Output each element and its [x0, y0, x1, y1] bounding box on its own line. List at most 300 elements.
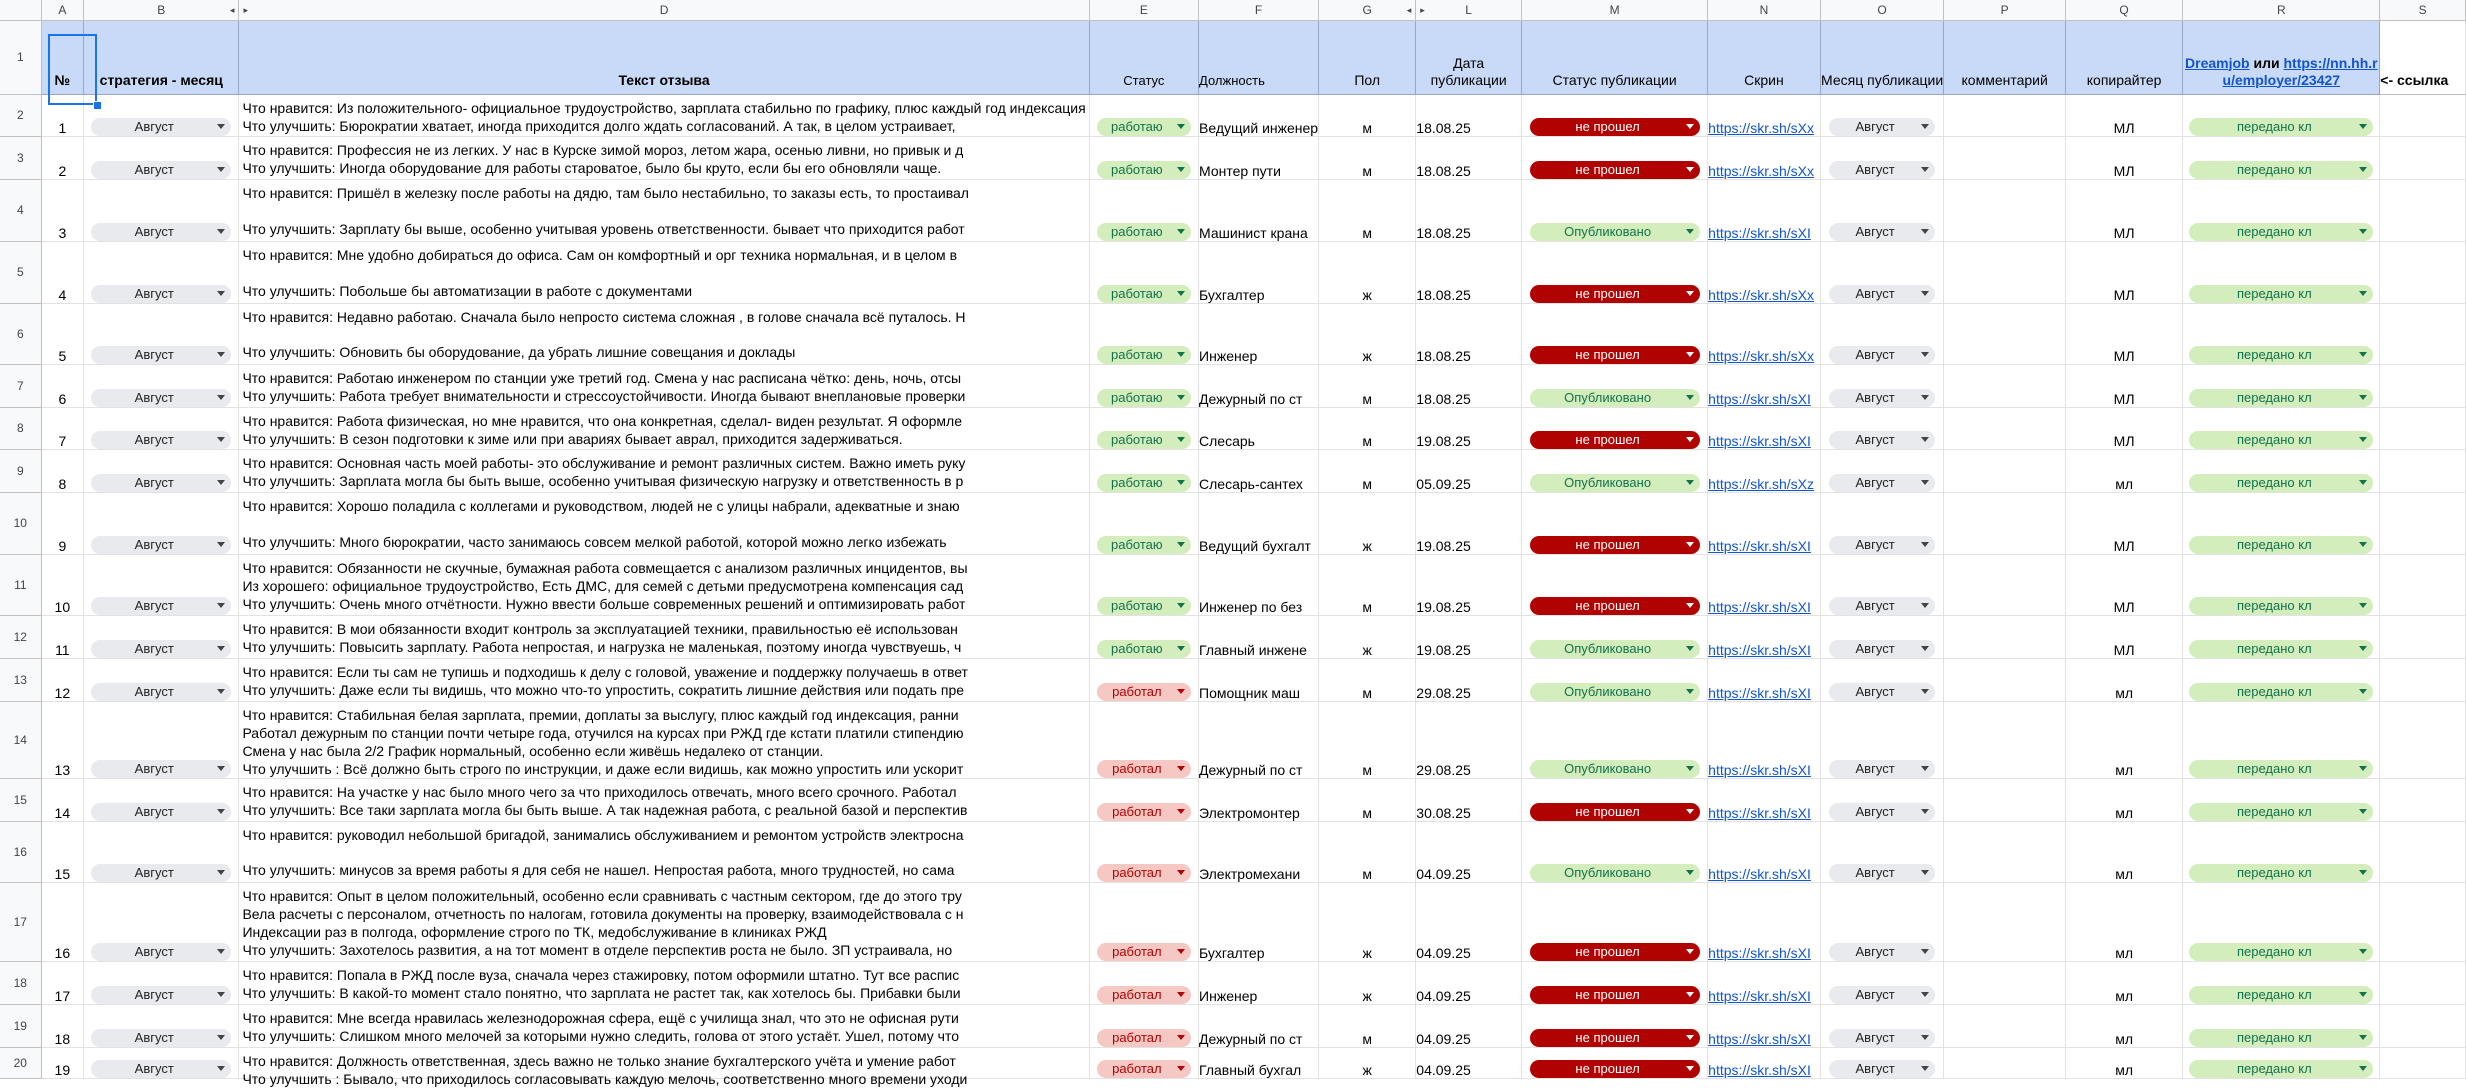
- cell-comment[interactable]: [1944, 882, 2065, 961]
- month-dropdown[interactable]: [1829, 431, 1935, 449]
- cell-gender[interactable]: м: [1319, 554, 1416, 615]
- cell-copywriter[interactable]: мл: [2065, 821, 2182, 882]
- handover-dropdown[interactable]: [2189, 223, 2373, 241]
- cell-strategy[interactable]: [84, 364, 239, 407]
- month-dropdown[interactable]: [1829, 597, 1935, 615]
- cell-status[interactable]: [1089, 179, 1198, 241]
- cell-position[interactable]: Помощник маш: [1199, 658, 1319, 701]
- cell-publish-month[interactable]: [1820, 407, 1944, 449]
- publish-status-dropdown[interactable]: [1530, 943, 1700, 961]
- cell-comment[interactable]: [1944, 407, 2065, 449]
- cell-status[interactable]: [1089, 364, 1198, 407]
- cell-handover[interactable]: [2183, 778, 2380, 821]
- cell-gender[interactable]: м: [1319, 449, 1416, 492]
- cell-copywriter[interactable]: мл: [2065, 961, 2182, 1004]
- header-number[interactable]: №: [41, 20, 83, 94]
- cell-publish-status[interactable]: [1522, 492, 1708, 554]
- row-header[interactable]: 8: [0, 407, 41, 449]
- publish-status-dropdown[interactable]: [1530, 683, 1700, 701]
- month-dropdown[interactable]: [1829, 760, 1935, 778]
- cell-handover[interactable]: [2183, 179, 2380, 241]
- cell-number[interactable]: 8: [41, 449, 83, 492]
- cell-copywriter[interactable]: МЛ: [2065, 554, 2182, 615]
- cell-empty[interactable]: [2380, 658, 2466, 701]
- cell-empty[interactable]: [2380, 701, 2466, 778]
- cell-comment[interactable]: [1944, 701, 2065, 778]
- column-header-a[interactable]: A: [41, 0, 83, 20]
- cell-publish-status[interactable]: [1522, 961, 1708, 1004]
- select-all-corner[interactable]: [0, 0, 41, 20]
- strategy-dropdown[interactable]: [91, 474, 231, 492]
- strategy-dropdown[interactable]: [91, 536, 231, 554]
- handover-dropdown[interactable]: [2189, 389, 2373, 407]
- cell-publish-date[interactable]: 04.09.25: [1416, 1004, 1522, 1047]
- cell-publish-date[interactable]: 04.09.25: [1416, 821, 1522, 882]
- strategy-dropdown[interactable]: [91, 864, 231, 882]
- cell-review-text[interactable]: [239, 961, 1089, 1004]
- row-header[interactable]: 5: [0, 241, 41, 303]
- cell-strategy[interactable]: [84, 882, 239, 961]
- cell-handover[interactable]: [2183, 961, 2380, 1004]
- status-dropdown[interactable]: [1097, 864, 1191, 882]
- cell-copywriter[interactable]: МЛ: [2065, 241, 2182, 303]
- status-dropdown[interactable]: [1097, 683, 1191, 701]
- month-dropdown[interactable]: [1829, 683, 1935, 701]
- cell-strategy[interactable]: [84, 961, 239, 1004]
- cell-status[interactable]: [1089, 94, 1198, 136]
- cell-position[interactable]: Главный инжене: [1199, 615, 1319, 658]
- hidden-columns-right-icon[interactable]: ▸: [243, 5, 248, 15]
- status-dropdown[interactable]: [1097, 118, 1191, 136]
- cell-empty[interactable]: [2380, 449, 2466, 492]
- cell-gender[interactable]: м: [1319, 658, 1416, 701]
- cell-gender[interactable]: ж: [1319, 303, 1416, 364]
- cell-copywriter[interactable]: МЛ: [2065, 615, 2182, 658]
- cell-strategy[interactable]: [84, 554, 239, 615]
- cell-gender[interactable]: м: [1319, 407, 1416, 449]
- publish-status-dropdown[interactable]: [1530, 389, 1700, 407]
- cell-comment[interactable]: [1944, 778, 2065, 821]
- cell-gender[interactable]: м: [1319, 364, 1416, 407]
- cell-copywriter[interactable]: мл: [2065, 882, 2182, 961]
- month-dropdown[interactable]: [1829, 864, 1935, 882]
- handover-dropdown[interactable]: [2189, 474, 2373, 492]
- strategy-dropdown[interactable]: [91, 118, 231, 136]
- cell-screenshot-link[interactable]: https://skr.sh/sXI: [1708, 492, 1821, 554]
- cell-number[interactable]: 18: [41, 1004, 83, 1047]
- cell-review-text[interactable]: [239, 492, 1089, 554]
- row-header[interactable]: 17: [0, 882, 41, 961]
- cell-handover[interactable]: [2183, 136, 2380, 179]
- cell-publish-date[interactable]: 04.09.25: [1416, 1047, 1522, 1078]
- cell-strategy[interactable]: [84, 241, 239, 303]
- cell-copywriter[interactable]: мл: [2065, 778, 2182, 821]
- cell-review-text[interactable]: [239, 449, 1089, 492]
- header-status[interactable]: Статус: [1089, 20, 1198, 94]
- handover-dropdown[interactable]: [2189, 683, 2373, 701]
- cell-handover[interactable]: [2183, 658, 2380, 701]
- cell-position[interactable]: Электромехани: [1199, 821, 1319, 882]
- row-header[interactable]: 6: [0, 303, 41, 364]
- status-dropdown[interactable]: [1097, 536, 1191, 554]
- month-dropdown[interactable]: [1829, 986, 1935, 1004]
- cell-publish-month[interactable]: [1820, 658, 1944, 701]
- cell-gender[interactable]: ж: [1319, 1047, 1416, 1078]
- cell-strategy[interactable]: [84, 407, 239, 449]
- row-header[interactable]: 4: [0, 179, 41, 241]
- strategy-dropdown[interactable]: [91, 389, 231, 407]
- publish-status-dropdown[interactable]: [1530, 864, 1700, 882]
- month-dropdown[interactable]: [1829, 536, 1935, 554]
- row-header[interactable]: 16: [0, 821, 41, 882]
- column-header-n[interactable]: N: [1708, 0, 1821, 20]
- status-dropdown[interactable]: [1097, 1060, 1191, 1078]
- row-header[interactable]: 3: [0, 136, 41, 179]
- cell-review-text[interactable]: [239, 241, 1089, 303]
- dreamjob-link[interactable]: Dreamjob: [2185, 54, 2250, 71]
- cell-strategy[interactable]: [84, 701, 239, 778]
- cell-strategy[interactable]: [84, 179, 239, 241]
- cell-publish-date[interactable]: 19.08.25: [1416, 407, 1522, 449]
- cell-publish-date[interactable]: 18.08.25: [1416, 94, 1522, 136]
- row-header[interactable]: 20: [0, 1047, 41, 1078]
- cell-handover[interactable]: [2183, 241, 2380, 303]
- publish-status-dropdown[interactable]: [1530, 803, 1700, 821]
- status-dropdown[interactable]: [1097, 389, 1191, 407]
- cell-status[interactable]: [1089, 882, 1198, 961]
- cell-comment[interactable]: [1944, 364, 2065, 407]
- cell-gender[interactable]: ж: [1319, 882, 1416, 961]
- cell-position[interactable]: Бухгалтер: [1199, 882, 1319, 961]
- cell-copywriter[interactable]: МЛ: [2065, 364, 2182, 407]
- cell-comment[interactable]: [1944, 449, 2065, 492]
- month-dropdown[interactable]: [1829, 943, 1935, 961]
- cell-screenshot-link[interactable]: https://skr.sh/sXx: [1708, 303, 1821, 364]
- status-dropdown[interactable]: [1097, 597, 1191, 615]
- cell-publish-status[interactable]: [1522, 241, 1708, 303]
- cell-status[interactable]: [1089, 701, 1198, 778]
- strategy-dropdown[interactable]: [91, 1060, 231, 1078]
- handover-dropdown[interactable]: [2189, 640, 2373, 658]
- strategy-dropdown[interactable]: [91, 943, 231, 961]
- row-header[interactable]: 2: [0, 94, 41, 136]
- cell-screenshot-link[interactable]: https://skr.sh/sXI: [1708, 1047, 1821, 1078]
- header-strategy[interactable]: стратегия - месяц: [84, 20, 239, 94]
- cell-publish-date[interactable]: 29.08.25: [1416, 658, 1522, 701]
- cell-publish-month[interactable]: [1820, 364, 1944, 407]
- cell-handover[interactable]: [2183, 1047, 2380, 1078]
- column-header-b[interactable]: [84, 0, 239, 20]
- cell-copywriter[interactable]: МЛ: [2065, 136, 2182, 179]
- cell-number[interactable]: 12: [41, 658, 83, 701]
- month-dropdown[interactable]: [1829, 1060, 1935, 1078]
- month-dropdown[interactable]: [1829, 118, 1935, 136]
- hh-employer-link[interactable]: https://nn.hh.ru/employer/23427: [2222, 54, 2378, 88]
- cell-handover[interactable]: [2183, 701, 2380, 778]
- cell-publish-date[interactable]: 18.08.25: [1416, 303, 1522, 364]
- column-header-m[interactable]: M: [1522, 0, 1708, 20]
- cell-publish-month[interactable]: [1820, 821, 1944, 882]
- cell-status[interactable]: [1089, 821, 1198, 882]
- cell-review-text[interactable]: [239, 658, 1089, 701]
- handover-dropdown[interactable]: [2189, 1029, 2373, 1047]
- month-dropdown[interactable]: [1829, 285, 1935, 303]
- cell-review-text[interactable]: [239, 882, 1089, 961]
- publish-status-dropdown[interactable]: [1530, 640, 1700, 658]
- cell-number[interactable]: 11: [41, 615, 83, 658]
- cell-copywriter[interactable]: МЛ: [2065, 94, 2182, 136]
- cell-review-text[interactable]: [239, 1004, 1089, 1047]
- cell-comment[interactable]: [1944, 961, 2065, 1004]
- cell-strategy[interactable]: [84, 492, 239, 554]
- strategy-dropdown[interactable]: [91, 760, 231, 778]
- cell-number[interactable]: 17: [41, 961, 83, 1004]
- cell-publish-month[interactable]: [1820, 303, 1944, 364]
- cell-handover[interactable]: [2183, 407, 2380, 449]
- column-header-e[interactable]: E: [1089, 0, 1198, 20]
- cell-publish-month[interactable]: [1820, 554, 1944, 615]
- publish-status-dropdown[interactable]: [1530, 346, 1700, 364]
- cell-screenshot-link[interactable]: https://skr.sh/sXI: [1708, 615, 1821, 658]
- cell-number[interactable]: 16: [41, 882, 83, 961]
- cell-publish-status[interactable]: [1522, 407, 1708, 449]
- cell-screenshot-link[interactable]: https://skr.sh/sXx: [1708, 241, 1821, 303]
- publish-status-dropdown[interactable]: [1530, 760, 1700, 778]
- publish-status-dropdown[interactable]: [1530, 474, 1700, 492]
- cell-screenshot-link[interactable]: https://skr.sh/sXx: [1708, 94, 1821, 136]
- cell-handover[interactable]: [2183, 882, 2380, 961]
- cell-number[interactable]: 14: [41, 778, 83, 821]
- cell-position[interactable]: Главный бухгал: [1199, 1047, 1319, 1078]
- publish-status-dropdown[interactable]: [1530, 223, 1700, 241]
- cell-strategy[interactable]: [84, 821, 239, 882]
- cell-status[interactable]: [1089, 778, 1198, 821]
- strategy-dropdown[interactable]: [91, 803, 231, 821]
- cell-screenshot-link[interactable]: https://skr.sh/sXI: [1708, 179, 1821, 241]
- cell-empty[interactable]: [2380, 179, 2466, 241]
- cell-publish-month[interactable]: [1820, 778, 1944, 821]
- cell-handover[interactable]: [2183, 554, 2380, 615]
- cell-publish-date[interactable]: 29.08.25: [1416, 701, 1522, 778]
- cell-screenshot-link[interactable]: https://skr.sh/sXI: [1708, 701, 1821, 778]
- cell-publish-month[interactable]: [1820, 961, 1944, 1004]
- cell-gender[interactable]: м: [1319, 701, 1416, 778]
- cell-publish-status[interactable]: [1522, 778, 1708, 821]
- cell-number[interactable]: 9: [41, 492, 83, 554]
- cell-publish-month[interactable]: [1820, 179, 1944, 241]
- handover-dropdown[interactable]: [2189, 536, 2373, 554]
- cell-status[interactable]: [1089, 303, 1198, 364]
- cell-handover[interactable]: [2183, 615, 2380, 658]
- month-dropdown[interactable]: [1829, 161, 1935, 179]
- status-dropdown[interactable]: [1097, 346, 1191, 364]
- cell-empty[interactable]: [2380, 303, 2466, 364]
- cell-publish-month[interactable]: [1820, 882, 1944, 961]
- cell-number[interactable]: 10: [41, 554, 83, 615]
- cell-review-text[interactable]: [239, 179, 1089, 241]
- cell-strategy[interactable]: [84, 303, 239, 364]
- publish-status-dropdown[interactable]: [1530, 1060, 1700, 1078]
- column-header-g[interactable]: [1319, 0, 1416, 20]
- cell-position[interactable]: Инженер по без: [1199, 554, 1319, 615]
- cell-gender[interactable]: м: [1319, 94, 1416, 136]
- cell-comment[interactable]: [1944, 136, 2065, 179]
- publish-status-dropdown[interactable]: [1530, 597, 1700, 615]
- strategy-dropdown[interactable]: [91, 640, 231, 658]
- cell-strategy[interactable]: [84, 136, 239, 179]
- cell-number[interactable]: 19: [41, 1047, 83, 1078]
- cell-comment[interactable]: [1944, 821, 2065, 882]
- cell-position[interactable]: Дежурный по ст: [1199, 1004, 1319, 1047]
- cell-screenshot-link[interactable]: https://skr.sh/sXI: [1708, 1004, 1821, 1047]
- cell-review-text[interactable]: [239, 701, 1089, 778]
- cell-status[interactable]: [1089, 407, 1198, 449]
- handover-dropdown[interactable]: [2189, 803, 2373, 821]
- cell-comment[interactable]: [1944, 615, 2065, 658]
- hidden-columns-right-icon[interactable]: ▸: [1420, 5, 1425, 15]
- cell-publish-date[interactable]: 18.08.25: [1416, 241, 1522, 303]
- cell-strategy[interactable]: [84, 778, 239, 821]
- cell-screenshot-link[interactable]: https://skr.sh/sXI: [1708, 554, 1821, 615]
- cell-comment[interactable]: [1944, 303, 2065, 364]
- header-publish-status[interactable]: Статус публикации: [1522, 20, 1708, 94]
- cell-review-text[interactable]: [239, 821, 1089, 882]
- status-dropdown[interactable]: [1097, 943, 1191, 961]
- cell-empty[interactable]: [2380, 492, 2466, 554]
- cell-review-text[interactable]: [239, 407, 1089, 449]
- cell-position[interactable]: Слесарь: [1199, 407, 1319, 449]
- cell-empty[interactable]: [2380, 407, 2466, 449]
- cell-gender[interactable]: м: [1319, 1004, 1416, 1047]
- strategy-dropdown[interactable]: [91, 161, 231, 179]
- cell-position[interactable]: Ведущий инженер: [1199, 94, 1319, 136]
- cell-comment[interactable]: [1944, 1047, 2065, 1078]
- publish-status-dropdown[interactable]: [1530, 285, 1700, 303]
- cell-publish-status[interactable]: [1522, 554, 1708, 615]
- publish-status-dropdown[interactable]: [1530, 536, 1700, 554]
- cell-comment[interactable]: [1944, 241, 2065, 303]
- cell-strategy[interactable]: [84, 449, 239, 492]
- cell-gender[interactable]: ж: [1319, 492, 1416, 554]
- cell-publish-date[interactable]: 04.09.25: [1416, 961, 1522, 1004]
- month-dropdown[interactable]: [1829, 389, 1935, 407]
- cell-status[interactable]: [1089, 449, 1198, 492]
- cell-gender[interactable]: м: [1319, 179, 1416, 241]
- cell-copywriter[interactable]: мл: [2065, 1004, 2182, 1047]
- cell-copywriter[interactable]: МЛ: [2065, 492, 2182, 554]
- cell-copywriter[interactable]: мл: [2065, 449, 2182, 492]
- cell-review-text[interactable]: [239, 94, 1089, 136]
- month-dropdown[interactable]: [1829, 474, 1935, 492]
- cell-position[interactable]: Машинист крана: [1199, 179, 1319, 241]
- cell-publish-date[interactable]: 18.08.25: [1416, 179, 1522, 241]
- cell-screenshot-link[interactable]: https://skr.sh/sXI: [1708, 407, 1821, 449]
- handover-dropdown[interactable]: [2189, 986, 2373, 1004]
- row-header[interactable]: 15: [0, 778, 41, 821]
- column-header-r[interactable]: R: [2183, 0, 2380, 20]
- cell-publish-status[interactable]: [1522, 136, 1708, 179]
- cell-position[interactable]: Слесарь-сантех: [1199, 449, 1319, 492]
- cell-strategy[interactable]: [84, 94, 239, 136]
- cell-handover[interactable]: [2183, 303, 2380, 364]
- column-header-q[interactable]: Q: [2065, 0, 2182, 20]
- status-dropdown[interactable]: [1097, 803, 1191, 821]
- month-dropdown[interactable]: [1829, 640, 1935, 658]
- cell-number[interactable]: 7: [41, 407, 83, 449]
- cell-publish-status[interactable]: [1522, 94, 1708, 136]
- cell-copywriter[interactable]: МЛ: [2065, 179, 2182, 241]
- cell-position[interactable]: Инженер: [1199, 961, 1319, 1004]
- handover-dropdown[interactable]: [2189, 760, 2373, 778]
- column-header-p[interactable]: P: [1944, 0, 2065, 20]
- hidden-columns-left-icon[interactable]: ◂: [229, 5, 235, 15]
- cell-strategy[interactable]: [84, 1004, 239, 1047]
- cell-comment[interactable]: [1944, 492, 2065, 554]
- cell-strategy[interactable]: [84, 658, 239, 701]
- publish-status-dropdown[interactable]: [1530, 1029, 1700, 1047]
- cell-publish-status[interactable]: [1522, 1004, 1708, 1047]
- handover-dropdown[interactable]: [2189, 431, 2373, 449]
- cell-review-text[interactable]: [239, 615, 1089, 658]
- cell-empty[interactable]: [2380, 364, 2466, 407]
- cell-handover[interactable]: [2183, 364, 2380, 407]
- handover-dropdown[interactable]: [2189, 943, 2373, 961]
- cell-publish-status[interactable]: [1522, 1047, 1708, 1078]
- cell-gender[interactable]: ж: [1319, 241, 1416, 303]
- cell-handover[interactable]: [2183, 1004, 2380, 1047]
- strategy-dropdown[interactable]: [91, 986, 231, 1004]
- cell-empty[interactable]: [2380, 961, 2466, 1004]
- cell-gender[interactable]: м: [1319, 136, 1416, 179]
- cell-publish-month[interactable]: [1820, 1004, 1944, 1047]
- publish-status-dropdown[interactable]: [1530, 118, 1700, 136]
- cell-position[interactable]: Бухгалтер: [1199, 241, 1319, 303]
- strategy-dropdown[interactable]: [91, 431, 231, 449]
- cell-screenshot-link[interactable]: https://skr.sh/sXI: [1708, 882, 1821, 961]
- cell-publish-status[interactable]: [1522, 882, 1708, 961]
- cell-position[interactable]: Инженер: [1199, 303, 1319, 364]
- cell-position[interactable]: Электромонтер: [1199, 778, 1319, 821]
- cell-screenshot-link[interactable]: https://skr.sh/sXI: [1708, 961, 1821, 1004]
- cell-status[interactable]: [1089, 241, 1198, 303]
- cell-comment[interactable]: [1944, 554, 2065, 615]
- cell-handover[interactable]: [2183, 94, 2380, 136]
- cell-review-text[interactable]: [239, 1047, 1089, 1087]
- month-dropdown[interactable]: [1829, 1029, 1935, 1047]
- cell-comment[interactable]: [1944, 658, 2065, 701]
- cell-publish-date[interactable]: 04.09.25: [1416, 882, 1522, 961]
- cell-publish-date[interactable]: 19.08.25: [1416, 492, 1522, 554]
- header-review-text[interactable]: Текст отзыва: [239, 20, 1089, 94]
- status-dropdown[interactable]: [1097, 1029, 1191, 1047]
- header-publish-month[interactable]: Месяц публикации: [1820, 20, 1944, 94]
- publish-status-dropdown[interactable]: [1530, 161, 1700, 179]
- cell-publish-status[interactable]: [1522, 701, 1708, 778]
- strategy-dropdown[interactable]: [91, 346, 231, 364]
- cell-empty[interactable]: [2380, 821, 2466, 882]
- header-gender[interactable]: Пол: [1319, 20, 1416, 94]
- cell-status[interactable]: [1089, 615, 1198, 658]
- row-header[interactable]: 1: [0, 20, 41, 94]
- header-screenshot[interactable]: Скрин: [1708, 20, 1821, 94]
- cell-number[interactable]: 1: [41, 94, 83, 136]
- cell-position[interactable]: Монтер пути: [1199, 136, 1319, 179]
- cell-empty[interactable]: [2380, 778, 2466, 821]
- cell-publish-status[interactable]: [1522, 821, 1708, 882]
- cell-review-text[interactable]: [239, 303, 1089, 364]
- cell-empty[interactable]: [2380, 136, 2466, 179]
- cell-publish-month[interactable]: [1820, 1047, 1944, 1078]
